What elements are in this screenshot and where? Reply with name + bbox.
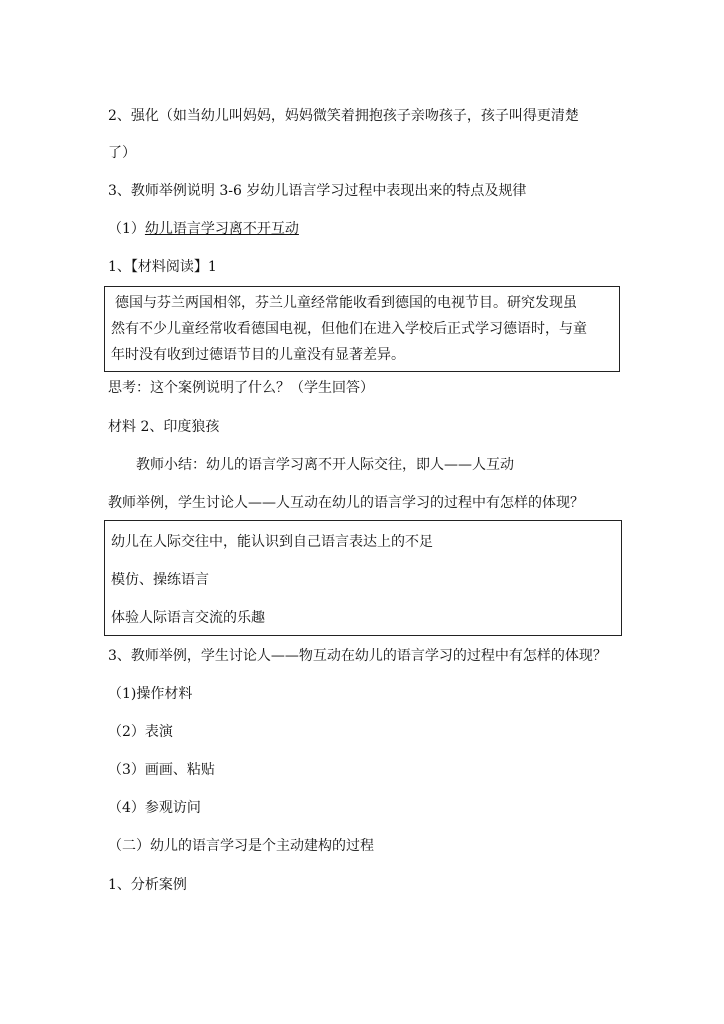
list-item-operate: （1)操作材料 <box>108 686 193 702</box>
subheading-interaction <box>108 220 299 238</box>
subheading-prefix: （1） <box>108 221 145 237</box>
box2-line-1: 幼儿在人际交往中，能认识到自己语言表达上的不足 <box>111 534 433 550</box>
paragraph-think: 思考：这个案例说明了什么？（学生回答） <box>108 380 374 396</box>
subheading-underlined-text: 幼儿语言学习离不开互动 <box>144 221 299 237</box>
box1-line-2: 然有不少儿童经常收看德国电视，但他们在进入学校后正式学习德语时，与童 <box>111 321 587 337</box>
paragraph-material-reading: 1、【材料阅读】1 <box>108 259 217 275</box>
paragraph-material-2: 材料 2、印度狼孩 <box>108 419 220 435</box>
box1-line-1: 德国与芬兰两国相邻，芬兰儿童经常能收看到德国的电视节目。研究发现虽 <box>115 295 577 311</box>
list-item-visit: （4）参观访问 <box>108 800 201 816</box>
paragraph-discussion-person: 教师举例，学生讨论人——人互动在幼儿的语言学习的过程中有怎样的体现？ <box>108 495 584 511</box>
paragraph-teacher-summary: 教师小结：幼儿的语言学习离不开人际交往，即人——人互动 <box>136 457 514 473</box>
paragraph-teacher-example: 3、教师举例说明 3-6 岁幼儿语言学习过程中表现出来的特点及规律 <box>108 183 527 199</box>
list-item-draw: （3）画画、粘贴 <box>108 762 215 778</box>
paragraph-analyze-case: 1、分析案例 <box>108 877 187 893</box>
paragraph-discussion-object: 3、教师举例，学生讨论人——物互动在幼儿的语言学习的过程中有怎样的体现？ <box>108 648 607 664</box>
box2-line-2: 模仿、操练语言 <box>111 572 209 588</box>
paragraph-reinforcement-cont: 了） <box>108 145 136 161</box>
box2-line-3: 体验人际语言交流的乐趣 <box>111 610 265 626</box>
list-item-perform: （2）表演 <box>108 724 173 740</box>
material-box-1 <box>104 286 620 372</box>
box1-line-3: 年时没有收到过德语节目的儿童没有显著差异。 <box>111 347 405 363</box>
material-box-2 <box>104 520 622 636</box>
paragraph-reinforcement: 2、强化（如当幼儿叫妈妈，妈妈微笑着拥抱孩子亲吻孩子，孩子叫得更清楚 <box>108 108 579 124</box>
section-heading-construction: （二）幼儿的语言学习是个主动建构的过程 <box>108 838 374 854</box>
